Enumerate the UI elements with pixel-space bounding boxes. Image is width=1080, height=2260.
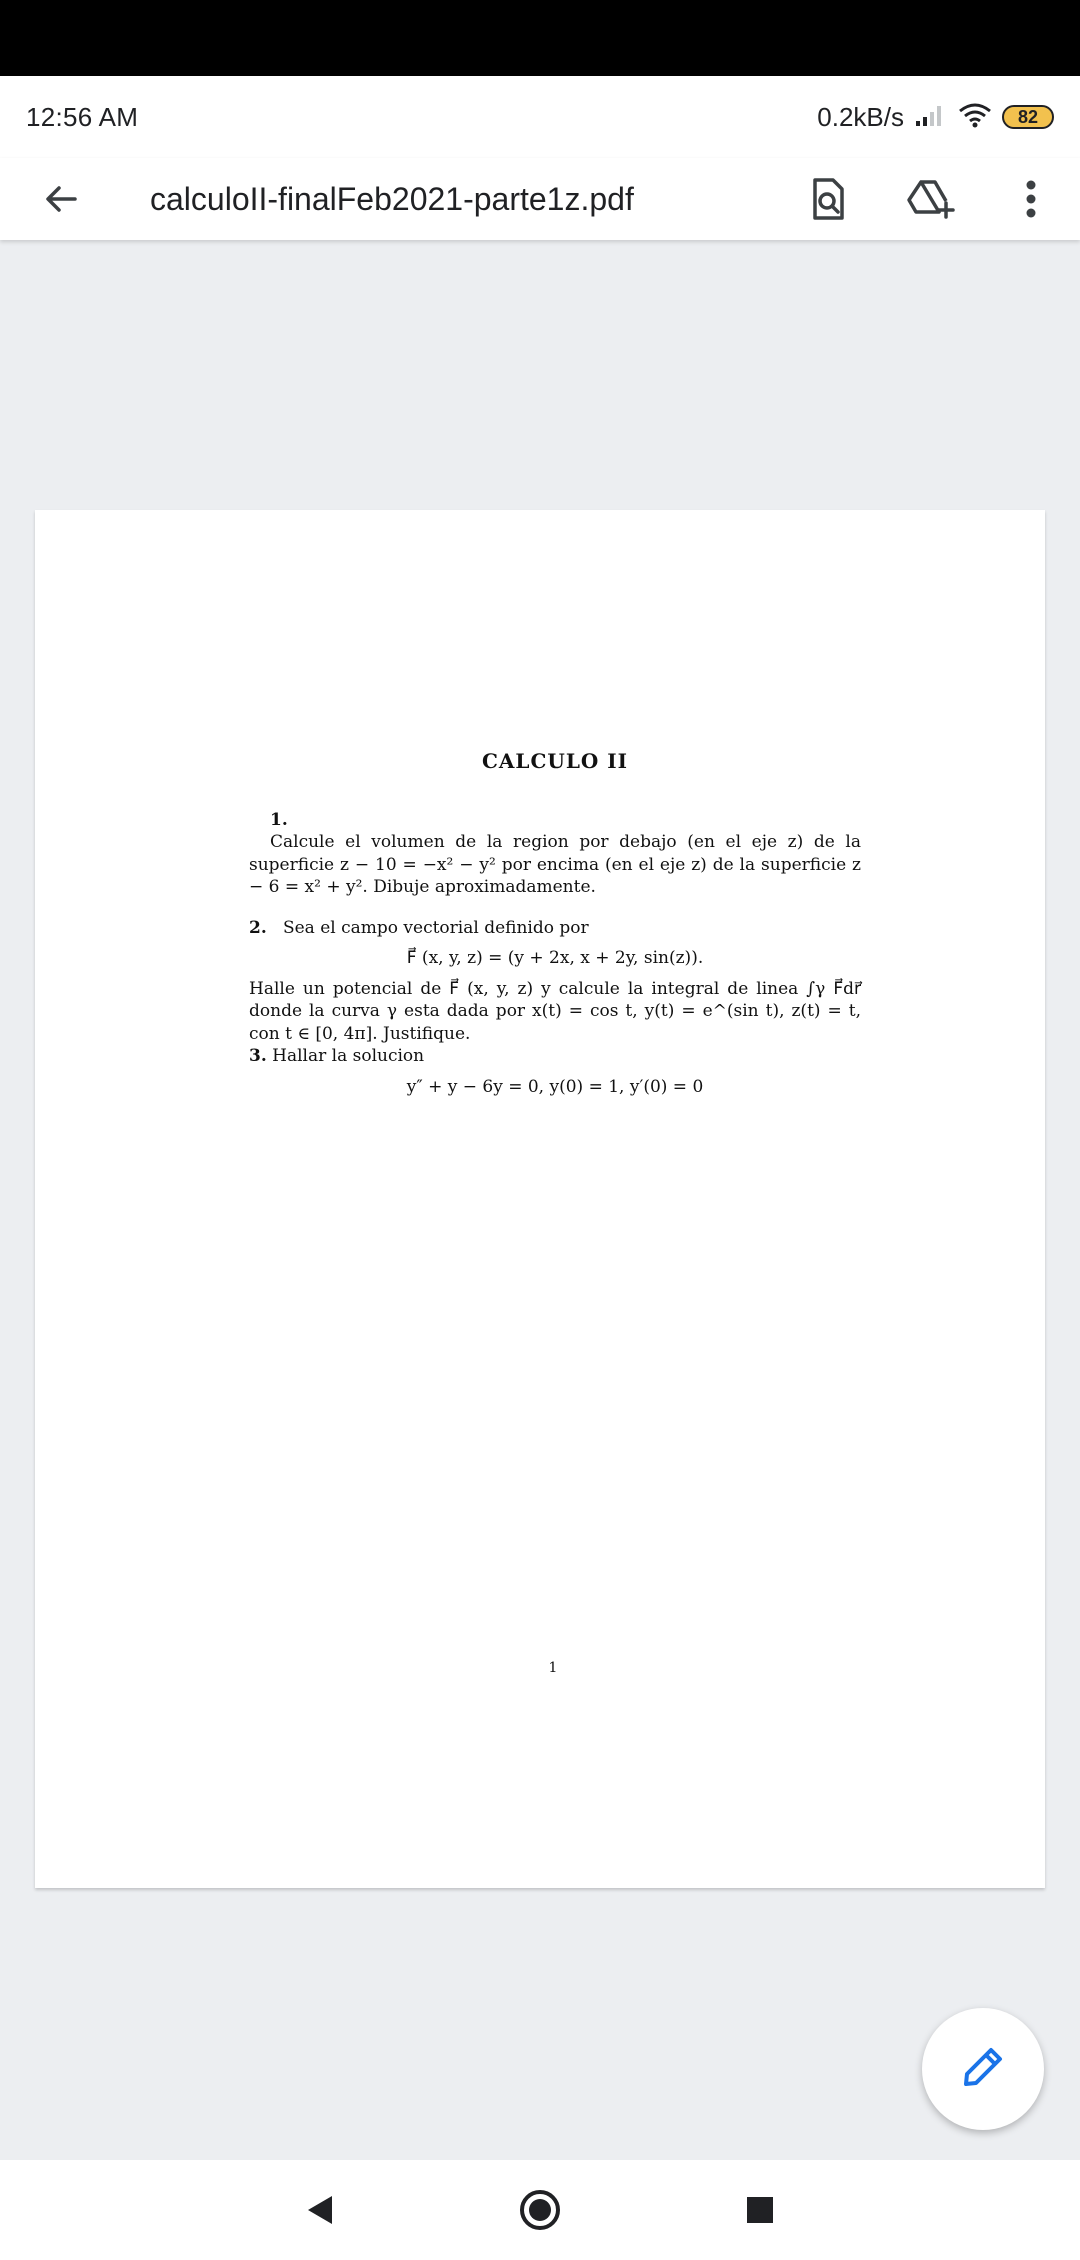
- problem-2-intro: Sea el campo vectorial definido por: [282, 917, 589, 938]
- problem-1-number: 1.: [270, 809, 288, 830]
- status-time: 12:56 AM: [26, 101, 139, 132]
- edit-pencil-icon: [961, 2045, 1005, 2094]
- system-nav-bar: [0, 2160, 1080, 2260]
- pdf-page[interactable]: [35, 510, 1045, 1888]
- problem-2-number: 2.: [249, 917, 267, 938]
- problem-3-equation: y″ + y − 6y = 0, y(0) = 1, y′(0) = 0: [406, 1076, 704, 1097]
- problem-2-intro-line: [249, 917, 861, 940]
- wifi-icon: [958, 102, 992, 133]
- app-bar: [0, 158, 1080, 240]
- problem-3-intro: Hallar la solucion: [272, 1046, 425, 1066]
- page-content: [249, 750, 861, 1106]
- top-black-band: [0, 0, 1080, 76]
- nav-home-icon[interactable]: [505, 2175, 575, 2245]
- page-heading: CALCULO II: [481, 749, 628, 773]
- nav-recents-icon[interactable]: [725, 2175, 795, 2245]
- document-title: calculoII-finalFeb2021-parte1z.pdf: [150, 180, 634, 217]
- problem-1-text: Calcule el volumen de la region por debajo (en el eje z) de la superficie z − 10 = −x² − y² por encima (en el eje z) de la superficie z − 6 = x² + y². Dibuje aproximadamente.: [249, 832, 861, 897]
- problem-3-number: 3.: [249, 1046, 267, 1066]
- signal-icon: [914, 103, 948, 132]
- network-speed: 0.2kB/s: [817, 101, 904, 132]
- edit-fab-button[interactable]: [922, 2008, 1044, 2130]
- problem-2-equation: F⃗ (x, y, z) = (y + 2x, x + 2y, sin(z)).: [406, 948, 704, 968]
- arrow-back-icon[interactable]: [26, 164, 96, 234]
- nav-back-icon[interactable]: [285, 2175, 355, 2245]
- find-in-page-icon[interactable]: [792, 164, 862, 234]
- battery-indicator: 82: [1002, 105, 1054, 129]
- more-vert-icon[interactable]: [996, 164, 1066, 234]
- problem-2-text: Halle un potencial de F⃗ (x, y, z) y calcule la integral de linea ∫γ F⃗dr⃗ donde la curva γ esta dada por x(t) = cos t, y(t) = e^(sin t), z(t) = t, con t ∈ [0, 4π]. Justifique.: [249, 978, 861, 1044]
- status-indicators: [817, 102, 1054, 133]
- page-number: 1: [548, 1660, 558, 1676]
- problem-3-intro-line: [249, 1045, 861, 1068]
- add-to-drive-icon[interactable]: [896, 164, 966, 234]
- status-bar: [0, 76, 1080, 158]
